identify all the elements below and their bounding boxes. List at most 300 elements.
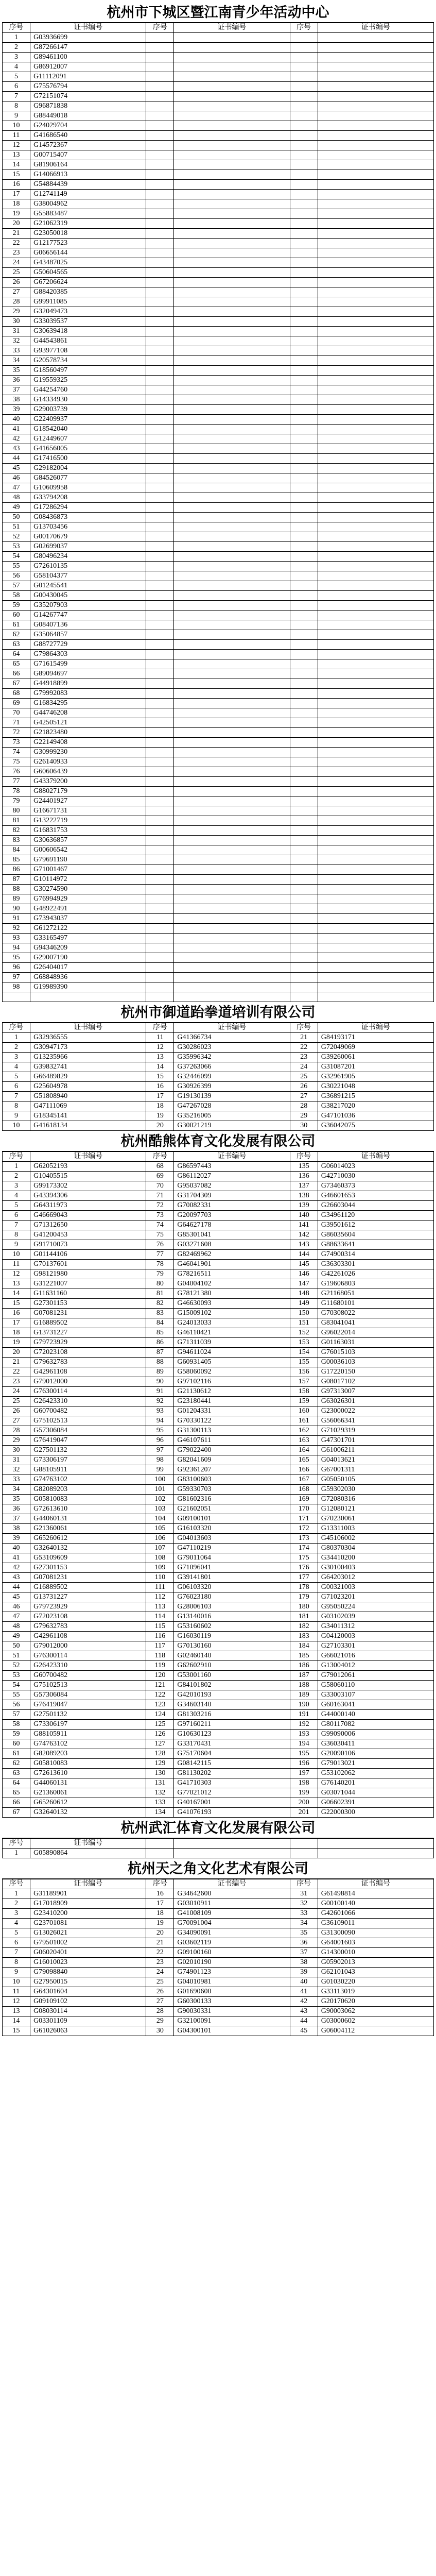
row-number: 16: [146, 1082, 174, 1092]
row-number: 25: [290, 1072, 318, 1082]
row-number: 22: [3, 239, 30, 248]
certificate-number: G34090091: [174, 1928, 290, 1938]
row-number: 61: [3, 1749, 30, 1759]
certificate-number: G04004102: [174, 1279, 290, 1289]
certificate-number: G33113019: [318, 1987, 433, 1997]
empty-cell: [174, 542, 290, 552]
empty-cell: [318, 258, 433, 268]
row-number: 12: [146, 1043, 174, 1053]
table-row: [3, 1958, 434, 1968]
row-number: 84: [3, 845, 30, 855]
row-number: 67: [3, 679, 30, 689]
table-row: [3, 1553, 434, 1563]
table-row: [3, 199, 434, 209]
table-row: [3, 1092, 434, 1101]
row-number: 28: [290, 1101, 318, 1111]
row-number: 4: [3, 1919, 30, 1928]
certificate-number: G54884439: [30, 180, 146, 190]
empty-cell: [146, 855, 174, 865]
table-row: [3, 796, 434, 806]
row-number: 181: [290, 1612, 318, 1622]
empty-cell: [318, 934, 433, 943]
row-number: 158: [290, 1387, 318, 1397]
certificate-table: [2, 1879, 434, 2036]
certificate-number: G50604565: [30, 268, 146, 278]
certificate-number: G22149408: [30, 738, 146, 748]
empty-cell: [290, 532, 318, 542]
row-number: 37: [3, 385, 30, 395]
table-row: [3, 1289, 434, 1299]
table-row: [3, 1778, 434, 1788]
table-row: [3, 757, 434, 767]
empty-cell: [174, 366, 290, 376]
certificate-number: G35216005: [174, 1111, 290, 1121]
row-number: 30: [3, 317, 30, 327]
table-row: [3, 219, 434, 229]
certificate-number: G16831753: [30, 826, 146, 836]
certificate-number: G86597443: [174, 1162, 290, 1172]
empty-cell: [174, 503, 290, 513]
row-number: 41: [3, 1553, 30, 1563]
table-row: [3, 1121, 434, 1131]
certificate-number: G82469962: [174, 1250, 290, 1260]
empty-cell: [318, 297, 433, 307]
table-row: [3, 1181, 434, 1191]
empty-cell: [290, 601, 318, 611]
row-number: 2: [3, 1172, 30, 1181]
certificate-number: G13311003: [318, 1524, 433, 1534]
empty-cell: [318, 503, 433, 513]
row-number: 18: [3, 1328, 30, 1338]
certificate-number: G06020401: [30, 1948, 146, 1958]
table-row: [3, 503, 434, 513]
empty-cell: [174, 483, 290, 493]
empty-cell: [146, 562, 174, 571]
empty-cell: [146, 405, 174, 415]
empty-cell: [290, 611, 318, 620]
table-row: [3, 1514, 434, 1524]
certificate-number: G00170679: [30, 532, 146, 542]
row-number: 18: [146, 1909, 174, 1919]
row-number: 58: [3, 1720, 30, 1730]
row-number: 89: [146, 1367, 174, 1377]
certificate-number: G36109011: [318, 1919, 433, 1928]
empty-cell: [146, 581, 174, 591]
certificate-number: G06602391: [318, 1798, 433, 1808]
certificate-number: G88105911: [30, 1730, 146, 1739]
row-number: 77: [146, 1250, 174, 1260]
row-number: 101: [146, 1485, 174, 1495]
no-header: 序号: [3, 1023, 30, 1033]
row-number: 39: [3, 1534, 30, 1544]
certificate-number: G72080316: [318, 1495, 433, 1504]
certificate-number: G21168051: [318, 1289, 433, 1299]
table-row: [3, 1111, 434, 1121]
row-number: 26: [146, 1987, 174, 1997]
row-number: 179: [290, 1592, 318, 1602]
empty-cell: [146, 327, 174, 336]
row-number: 91: [3, 914, 30, 924]
empty-cell: [318, 855, 433, 865]
certificate-number: G71023201: [318, 1592, 433, 1602]
empty-cell: [174, 699, 290, 708]
empty-cell: [146, 1839, 174, 1849]
certificate-number: G75102513: [30, 1416, 146, 1426]
row-number: 102: [146, 1495, 174, 1504]
empty-cell: [174, 669, 290, 679]
certificate-number: G61272122: [30, 924, 146, 934]
table-row: [3, 2007, 434, 2016]
certificate-number: G47101036: [318, 1111, 433, 1121]
row-number: 50: [3, 1641, 30, 1651]
empty-cell: [290, 317, 318, 327]
certificate-number: G30636857: [30, 836, 146, 845]
table-row: [3, 953, 434, 963]
table-row: [3, 278, 434, 287]
row-number: 53: [3, 542, 30, 552]
empty-cell: [146, 934, 174, 943]
certificate-number: G18542040: [30, 425, 146, 434]
empty-cell: [146, 914, 174, 924]
row-number: 201: [290, 1808, 318, 1818]
empty-cell: [318, 875, 433, 885]
empty-cell: [318, 473, 433, 483]
empty-cell: [290, 552, 318, 562]
table-row: [3, 1033, 434, 1043]
empty-cell: [290, 366, 318, 376]
row-number: 132: [146, 1788, 174, 1798]
row-number: 40: [3, 415, 30, 425]
certificate-number: G06014023: [318, 1162, 433, 1172]
certificate-number: G79501002: [30, 1938, 146, 1948]
row-number: 69: [146, 1172, 174, 1181]
empty-cell: [174, 953, 290, 963]
empty-cell: [146, 434, 174, 444]
table-row: [3, 2016, 434, 2026]
row-number: 82: [146, 1299, 174, 1309]
empty-cell: [174, 209, 290, 219]
empty-cell: [146, 376, 174, 385]
empty-cell: [146, 72, 174, 82]
row-number: 120: [146, 1671, 174, 1681]
empty-cell: [146, 630, 174, 640]
row-number: 148: [290, 1289, 318, 1299]
table-row: [3, 1899, 434, 1909]
certificate-number: G00321003: [318, 1583, 433, 1592]
table-row: [3, 43, 434, 53]
certificate-number: G71001467: [30, 865, 146, 875]
row-number: 110: [146, 1573, 174, 1583]
empty-cell: [174, 963, 290, 973]
table-row: [3, 1465, 434, 1475]
no-header: 序号: [3, 1152, 30, 1162]
empty-cell: [318, 689, 433, 699]
row-number: 31: [3, 1455, 30, 1465]
row-number: 45: [3, 464, 30, 473]
empty-cell: [146, 425, 174, 434]
row-number: 45: [290, 2026, 318, 2036]
empty-cell: [174, 894, 290, 904]
row-number: 24: [146, 1968, 174, 1977]
empty-cell: [174, 425, 290, 434]
certificate-number: G99911085: [30, 297, 146, 307]
empty-cell: [146, 748, 174, 757]
certificate-number: G46041901: [174, 1260, 290, 1269]
table-row: [3, 845, 434, 855]
row-number: 53: [3, 1671, 30, 1681]
header-row: [3, 1023, 434, 1033]
table-row: [3, 1739, 434, 1749]
row-number: 22: [3, 1367, 30, 1377]
row-number: 11: [146, 1033, 174, 1043]
row-number: 52: [3, 1661, 30, 1671]
certificate-number: G89094697: [30, 669, 146, 679]
row-number: 20: [3, 1348, 30, 1358]
empty-cell: [174, 111, 290, 121]
row-number: 11: [3, 1987, 30, 1997]
table-row: [3, 699, 434, 708]
certificate-number: G78121380: [174, 1289, 290, 1299]
empty-cell: [174, 845, 290, 855]
row-number: 3: [3, 1053, 30, 1062]
certificate-number: G73943037: [30, 914, 146, 924]
row-number: 49: [3, 1632, 30, 1641]
table-row: [3, 689, 434, 699]
empty-cell: [174, 199, 290, 209]
row-number: 128: [146, 1749, 174, 1759]
empty-cell: [290, 229, 318, 239]
certificate-number: G99173302: [30, 1181, 146, 1191]
certificate-number: G31704309: [174, 1191, 290, 1201]
certificate-number: G62101043: [318, 1968, 433, 1977]
row-number: 13: [3, 2007, 30, 2016]
row-number: 147: [290, 1279, 318, 1289]
empty-cell: [318, 787, 433, 796]
empty-cell: [174, 53, 290, 62]
row-number: 92: [146, 1397, 174, 1406]
certificate-number: G96022014: [318, 1328, 433, 1338]
empty-cell: [318, 973, 433, 982]
table-row: [3, 826, 434, 836]
certificate-number: G13731227: [30, 1592, 146, 1602]
row-number: 34: [290, 1919, 318, 1928]
certificate-number: G88420385: [30, 287, 146, 297]
table-row: [3, 1240, 434, 1250]
empty-cell: [174, 82, 290, 92]
empty-cell: [290, 904, 318, 914]
empty-cell: [146, 43, 174, 53]
row-number: 61: [3, 620, 30, 630]
row-number: 117: [146, 1641, 174, 1651]
empty-cell: [146, 620, 174, 630]
certificate-number: G84193171: [318, 1033, 433, 1043]
row-number: 21: [3, 229, 30, 239]
certificate-number: G35064857: [30, 630, 146, 640]
table-row: [3, 170, 434, 180]
table-row: [3, 1043, 434, 1053]
certificate-number: G08017102: [318, 1377, 433, 1387]
certificate-number: G44543861: [30, 336, 146, 346]
row-number: 127: [146, 1739, 174, 1749]
empty-cell: [174, 777, 290, 787]
table-row: [3, 1230, 434, 1240]
certificate-number: G61006211: [318, 1446, 433, 1455]
certificate-number: G71615499: [30, 659, 146, 669]
empty-cell: [290, 33, 318, 43]
table-row: [3, 1977, 434, 1987]
row-number: 14: [3, 160, 30, 170]
empty-cell: [318, 199, 433, 209]
certificate-number: G75102513: [30, 1681, 146, 1690]
row-number: 9: [3, 1968, 30, 1977]
certificate-number: G42961108: [30, 1632, 146, 1641]
row-number: 19: [146, 1919, 174, 1928]
empty-cell: [318, 914, 433, 924]
table-row: [3, 611, 434, 620]
certificate-number: G78216511: [174, 1269, 290, 1279]
row-number: 60: [3, 611, 30, 620]
row-number: 176: [290, 1563, 318, 1573]
table-row: [3, 522, 434, 532]
table-row: [3, 1221, 434, 1230]
table-row: [3, 317, 434, 327]
row-number: 17: [3, 1318, 30, 1328]
certificate-number: G81130202: [174, 1769, 290, 1778]
empty-cell: [290, 62, 318, 72]
certificate-number: G79723929: [30, 1602, 146, 1612]
empty-cell: [146, 336, 174, 346]
certificate-number: G21062319: [30, 219, 146, 229]
empty-cell: [318, 111, 433, 121]
row-number: 60: [3, 1739, 30, 1749]
table-row: [3, 865, 434, 875]
empty-cell: [174, 816, 290, 826]
empty-cell: [146, 268, 174, 278]
row-number: 66: [3, 669, 30, 679]
cert-header: 证书编号: [318, 1879, 433, 1889]
certificate-number: G29007190: [30, 953, 146, 963]
table-row: [3, 640, 434, 650]
certificate-number: G68848936: [30, 973, 146, 982]
certificate-number: G93977108: [30, 346, 146, 356]
certificate-number: G88449018: [30, 111, 146, 121]
empty-cell: [174, 180, 290, 190]
empty-cell: [290, 992, 318, 1002]
certificate-number: G27501132: [30, 1446, 146, 1455]
table-row: [3, 190, 434, 199]
table-row: [3, 1426, 434, 1436]
empty-cell: [174, 219, 290, 229]
row-number: 145: [290, 1260, 318, 1269]
empty-cell: [174, 571, 290, 581]
table-row: [3, 806, 434, 816]
header-row: [3, 1152, 434, 1162]
empty-cell: [146, 718, 174, 728]
table-row: [3, 1269, 434, 1279]
table-row: [3, 552, 434, 562]
certificate-number: G79012000: [30, 1641, 146, 1651]
row-number: 21: [290, 1033, 318, 1043]
empty-cell: [290, 395, 318, 405]
empty-cell: [318, 43, 433, 53]
table-row: [3, 836, 434, 845]
certificate-number: G23050018: [30, 229, 146, 239]
certificate-number: G46601653: [318, 1191, 433, 1201]
row-number: 58: [3, 591, 30, 601]
empty-cell: [318, 767, 433, 777]
certificate-table: [2, 1023, 434, 1131]
row-number: 18: [146, 1101, 174, 1111]
certificate-number: G19606803: [318, 1279, 433, 1289]
empty-cell: [174, 258, 290, 268]
row-number: 49: [3, 503, 30, 513]
empty-cell: [290, 199, 318, 209]
certificate-number: G33039537: [30, 317, 146, 327]
row-number: 25: [3, 1397, 30, 1406]
row-number: 63: [3, 1769, 30, 1778]
empty-cell: [318, 992, 433, 1002]
row-number: 5: [3, 1201, 30, 1211]
certificate-number: G19130139: [174, 1092, 290, 1101]
row-number: 63: [3, 640, 30, 650]
empty-cell: [318, 327, 433, 336]
certificate-number: G27950015: [30, 1977, 146, 1987]
certificate-number: G27103301: [318, 1641, 433, 1651]
row-number: 116: [146, 1632, 174, 1641]
empty-cell: [174, 170, 290, 180]
row-number: 15: [3, 170, 30, 180]
certificate-number: G76015103: [318, 1348, 433, 1358]
empty-cell: [290, 591, 318, 601]
empty-cell: [174, 757, 290, 767]
certificate-table: [2, 23, 434, 1002]
row-number: 12: [3, 141, 30, 150]
certificate-number: G16103320: [174, 1524, 290, 1534]
certificate-number: G30274590: [30, 885, 146, 894]
row-number: 113: [146, 1602, 174, 1612]
certificate-number: G31221007: [30, 1279, 146, 1289]
certificate-number: G01163031: [318, 1338, 433, 1348]
empty-cell: [146, 317, 174, 327]
certificate-number: G22000300: [318, 1808, 433, 1818]
table-row: [3, 601, 434, 611]
empty-cell: [174, 738, 290, 748]
certificate-number: G18560497: [30, 366, 146, 376]
row-number: 93: [3, 934, 30, 943]
table-row: [3, 1436, 434, 1446]
section: [2, 1131, 434, 1818]
section: [2, 1818, 434, 1858]
certificate-number: G44746208: [30, 708, 146, 718]
empty-cell: [146, 190, 174, 199]
table-row: [3, 1798, 434, 1808]
empty-cell: [146, 415, 174, 425]
table-row: [3, 1504, 434, 1514]
certificate-number: G43487025: [30, 258, 146, 268]
certificate-number: G64627178: [174, 1221, 290, 1230]
empty-cell: [318, 425, 433, 434]
row-number: 17: [146, 1092, 174, 1101]
empty-cell: [146, 757, 174, 767]
row-number: 48: [3, 493, 30, 503]
empty-cell: [290, 170, 318, 180]
empty-cell: [146, 816, 174, 826]
no-header: 序号: [146, 23, 174, 33]
empty-cell: [146, 111, 174, 121]
certificate-number: G88727729: [30, 640, 146, 650]
row-number: 83: [3, 836, 30, 845]
certificate-number: G31189901: [30, 1889, 146, 1899]
